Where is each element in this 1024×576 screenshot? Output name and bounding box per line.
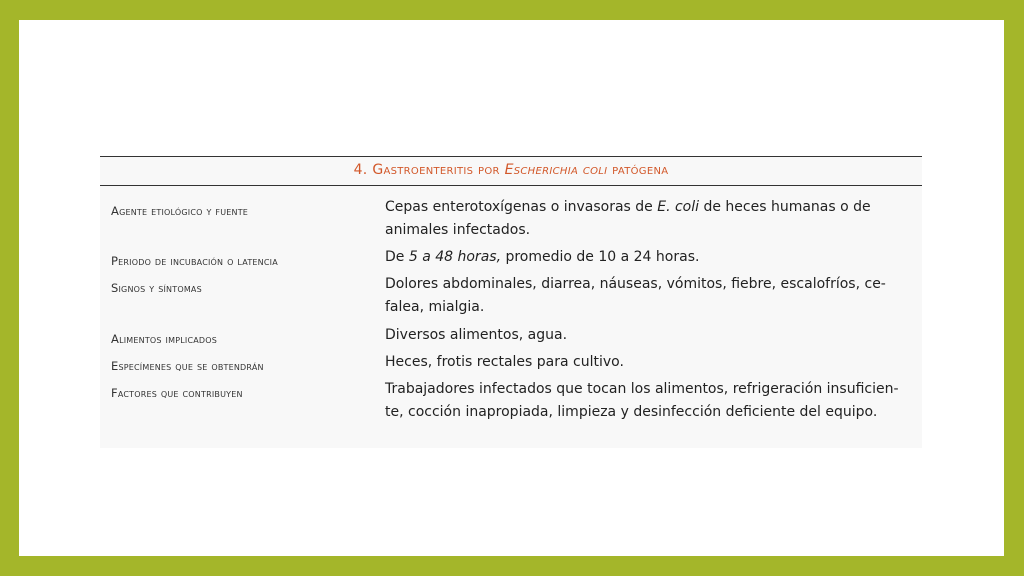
row-value [385,246,920,269]
title-word1: Gastroenteritis por [372,162,500,178]
value-line: falea, mialgia. [385,299,485,315]
value-line: Diversos alimentos, agua. [385,327,568,343]
header-rule [100,185,922,186]
value-line: Trabajadores infectados que tocan los alimentos, refrigeración insuficien- [385,381,899,397]
table-title [100,162,922,178]
row-label: Periodo de incubación o latencia [111,254,278,268]
title-number: 4. [353,162,368,178]
info-table [100,156,922,448]
value-line: De 5 a 48 horas, promedio de 10 a 24 horas. [385,249,700,265]
row-label: Agente etiológico y fuente [111,204,249,218]
row-value [385,351,920,374]
title-word2: patógena [612,162,669,178]
value-line: Cepas enterotoxígenas o invasoras de E. coli de heces humanas o de [385,199,871,215]
row-label: Factores que contribuyen [111,386,243,400]
value-line: Dolores abdominales, diarrea, náuseas, vómitos, fiebre, escalofríos, ce- [385,276,886,292]
row-label: Alimentos implicados [111,332,218,346]
row-value [385,378,920,424]
top-rule [100,156,922,157]
row-label: Especímenes que se obtendrán [111,359,264,373]
value-line: animales infectados. [385,222,531,238]
title-organism: Escherichia coli [504,162,608,178]
row-value [385,273,920,319]
value-line: te, cocción inapropiada, limpieza y desinfección deficiente del equipo. [385,404,878,420]
value-line: Heces, frotis rectales para cultivo. [385,354,624,370]
slide [19,20,1004,556]
row-value [385,196,920,242]
row-label: Signos y síntomas [111,281,202,295]
row-value [385,324,920,347]
